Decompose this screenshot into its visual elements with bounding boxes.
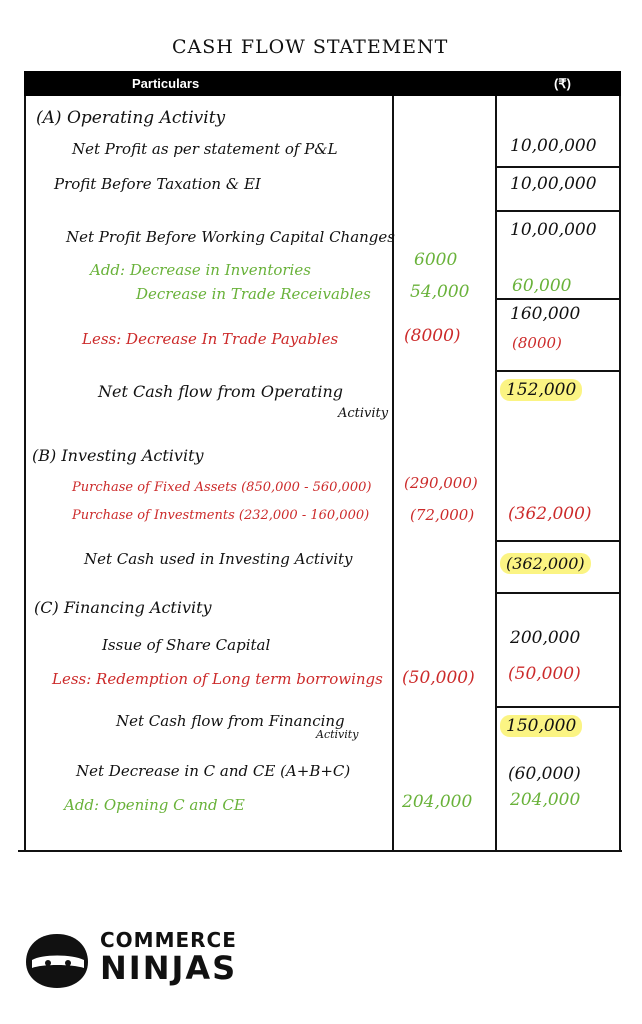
less-payables-total: (8000) bbox=[512, 334, 562, 352]
operating-net-value: 152,000 bbox=[500, 380, 582, 400]
less-payables-label: Less: Decrease In Trade Payables bbox=[82, 330, 339, 348]
row-line bbox=[495, 298, 621, 300]
opening-label: Add: Opening C and CE bbox=[64, 796, 245, 814]
particulars-header: Particulars bbox=[132, 76, 200, 91]
brand-line-2: NINJAS bbox=[100, 949, 238, 987]
investments-total: (362,000) bbox=[508, 504, 592, 524]
add-inventories-value: 6000 bbox=[414, 250, 458, 270]
net-decrease-label: Net Decrease in C and CE (A+B+C) bbox=[76, 762, 351, 780]
net-decrease-value: (60,000) bbox=[508, 764, 581, 784]
redemption-label: Less: Redemption of Long term borrowings bbox=[52, 670, 383, 688]
npbwc-label: Net Profit Before Working Capital Changes bbox=[66, 228, 395, 246]
pbt-label: Profit Before Taxation & EI bbox=[54, 175, 261, 193]
add-total-value: 60,000 bbox=[512, 276, 572, 296]
left-border bbox=[24, 96, 26, 852]
brand-line-1: COMMERCE bbox=[100, 928, 237, 952]
investing-heading: (B) Investing Activity bbox=[32, 446, 204, 465]
row-line bbox=[495, 592, 621, 594]
row-line bbox=[495, 210, 621, 212]
financing-heading: (C) Financing Activity bbox=[34, 598, 212, 617]
add-inventories-label: Add: Decrease in Inventories bbox=[90, 261, 311, 279]
brand-wordmark bbox=[100, 928, 238, 987]
redemption-total: (50,000) bbox=[508, 664, 581, 684]
add-receivables-label: Decrease in Trade Receivables bbox=[136, 285, 371, 303]
share-capital-value: 200,000 bbox=[510, 628, 581, 648]
operating-net-label-2: Activity bbox=[338, 406, 389, 421]
add-receivables-value: 54,000 bbox=[410, 282, 470, 302]
fixed-assets-value: (290,000) bbox=[404, 474, 478, 492]
ninja-logo-icon bbox=[22, 930, 92, 990]
investing-net-value: (362,000) bbox=[500, 554, 591, 573]
page-title: CASH FLOW STATEMENT bbox=[172, 36, 449, 58]
net-profit-label: Net Profit as per statement of P&L bbox=[72, 140, 338, 158]
operating-heading: (A) Operating Activity bbox=[36, 108, 226, 128]
row-line bbox=[495, 166, 621, 168]
investments-label: Purchase of Investments (232,000 - 160,000) bbox=[72, 508, 370, 523]
subtotal-value: 160,000 bbox=[510, 304, 581, 324]
investments-value: (72,000) bbox=[410, 506, 475, 524]
operating-net-label: Net Cash flow from Operating bbox=[98, 382, 344, 401]
financing-net-label-2: Activity bbox=[316, 728, 359, 741]
net-profit-value: 10,00,000 bbox=[510, 136, 597, 156]
pbt-value: 10,00,000 bbox=[510, 174, 597, 194]
fixed-assets-label: Purchase of Fixed Assets (850,000 - 560,000) bbox=[72, 480, 372, 495]
amount-header: (₹) bbox=[554, 76, 571, 91]
opening-value: 204,000 bbox=[402, 792, 473, 812]
table-header bbox=[24, 71, 621, 96]
redemption-value: (50,000) bbox=[402, 668, 475, 688]
column-divider-1 bbox=[392, 96, 394, 852]
row-line bbox=[495, 706, 621, 708]
opening-total: 204,000 bbox=[510, 790, 581, 810]
less-payables-value: (8000) bbox=[404, 326, 461, 346]
financing-net-value: 150,000 bbox=[500, 716, 582, 736]
row-line bbox=[495, 540, 621, 542]
npbwc-value: 10,00,000 bbox=[510, 220, 597, 240]
financing-net-label: Net Cash flow from Financing bbox=[116, 712, 345, 730]
investing-net-label: Net Cash used in Investing Activity bbox=[84, 550, 353, 568]
share-capital-label: Issue of Share Capital bbox=[102, 636, 271, 654]
bottom-border bbox=[18, 850, 622, 852]
row-line bbox=[495, 370, 621, 372]
